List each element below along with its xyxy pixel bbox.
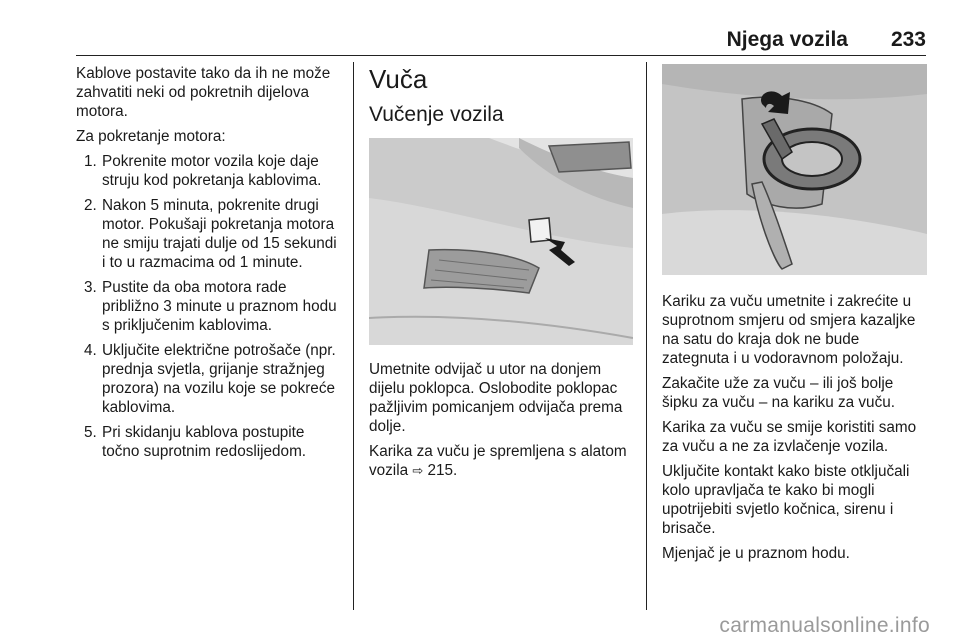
page-header — [76, 28, 926, 54]
cover-instructions: Umetnite odvijač u utor na donjem dijelu poklopca. Oslobodite poklopac pažljivim pomicanjem odvijača prema dolje. — [369, 361, 623, 435]
section-title: Njega vozila — [726, 28, 848, 51]
column-divider-1 — [353, 62, 354, 610]
bumper-illustration-svg — [369, 138, 633, 345]
paragraph: Kariku za vuču umetnite i zakrećite u suprotnom smjeru od smjera kazaljke na satu do kraja dok ne bude zategnuta i u vodoravnom položaju. — [662, 293, 916, 367]
bumper-cover-illustration — [369, 138, 633, 345]
column-middle — [369, 64, 633, 486]
subsection-heading: Vučenje vozila — [369, 103, 504, 126]
watermark: carmanualsonline.info — [719, 614, 930, 637]
tow-eye-illustration-svg — [662, 64, 927, 275]
start-label: Za pokretanje motora: — [76, 128, 226, 145]
paragraph: Zakačite uže za vuču – ili još bolje šipku za vuču – na kariku za vuču. — [662, 375, 895, 411]
list-item: 2. Nakon 5 minuta, pokrenite drugi motor. Pokušaji pokretanja motora ne smiju trajati dulje od 15 sekundi i to u razmacima od 1 minute. — [84, 197, 337, 271]
column-right — [662, 64, 927, 569]
page-reference: 215. — [427, 462, 458, 479]
list-item: 3. Pustite da oba motora rade približno 3 minute u praznom hodu s priključenim kablovima. — [84, 279, 337, 334]
page-number: 233 — [890, 28, 926, 51]
paragraph: Mjenjač je u praznom hodu. — [662, 545, 850, 562]
list-item: 1. Pokrenite motor vozila koje daje struju kod pokretanja kablovima. — [84, 153, 322, 189]
column-left — [76, 64, 341, 467]
steps-list — [76, 152, 341, 461]
page-reference-icon: ⇨ — [412, 463, 424, 478]
list-item: 5. Pri skidanju kablova postupite točno suprotnim redoslijedom. — [84, 424, 307, 460]
header-rule — [76, 55, 926, 56]
column-divider-2 — [646, 62, 647, 610]
paragraph: Uključite kontakt kako biste otključali kolo upravljača te kako bi mogli upotrijebiti svjetlo kočnica, sirenu i brisače. — [662, 463, 910, 537]
paragraph: Karika za vuču se smije koristiti samo za vuču a ne za izvlačenje vozila. — [662, 419, 917, 455]
tow-eye-illustration — [662, 64, 927, 275]
section-heading: Vuča — [369, 64, 428, 94]
tow-eye-location: Karika za vuču je spremljena s alatom vozila ⇨ 215. — [369, 443, 627, 479]
list-item: 4. Uključite električne potrošače (npr. prednja svjetla, grijanje stražnjeg prozora) na vozilu koje se pokreće kablovima. — [84, 342, 336, 416]
intro-paragraph: Kablove postavite tako da ih ne može zahvatiti neki od pokretnih dijelova motora. — [76, 65, 331, 120]
